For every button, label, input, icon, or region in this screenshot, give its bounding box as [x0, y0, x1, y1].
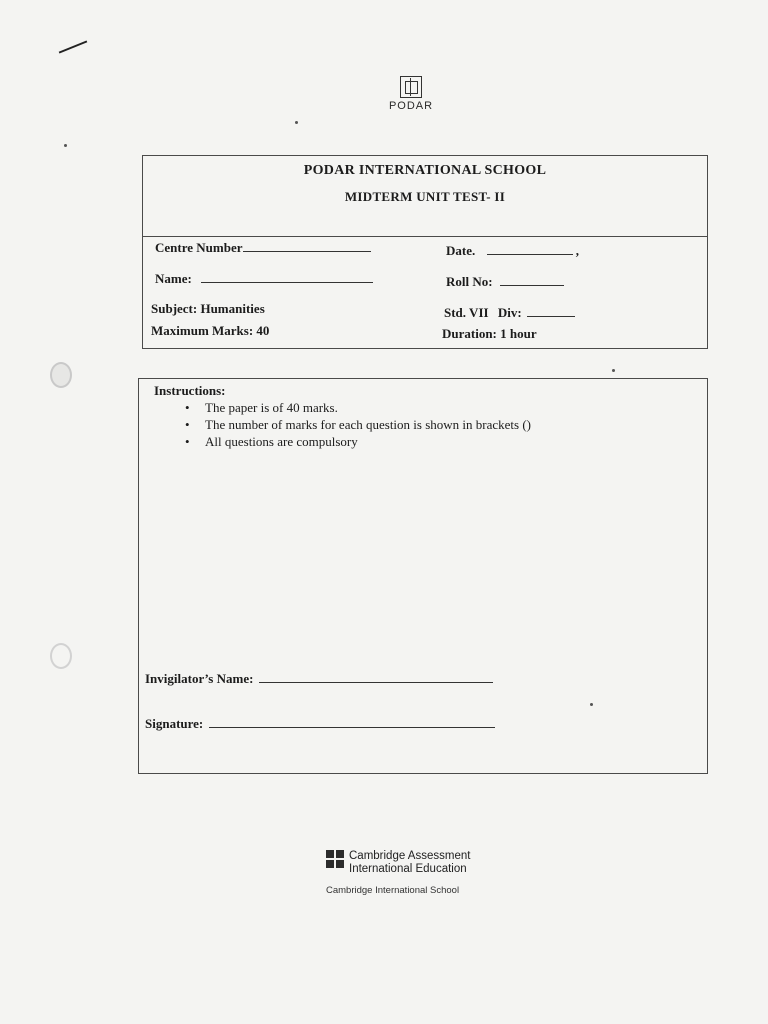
subject-label: Subject: Humanities	[151, 301, 265, 316]
punch-hole	[50, 643, 72, 669]
date-comma: ,	[575, 243, 579, 258]
signature-blank[interactable]	[209, 715, 495, 728]
centre-number-label: Centre Number	[155, 240, 243, 255]
invigilator-name-blank[interactable]	[259, 670, 493, 683]
instructions-title: Instructions:	[154, 383, 226, 398]
podar-logo	[381, 76, 441, 112]
school-name: PODAR INTERNATIONAL SCHOOL	[303, 163, 547, 178]
instruction-item: • The number of marks for each question is shown in brackets ()	[171, 416, 531, 433]
centre-number-field[interactable]	[155, 239, 371, 256]
name-field[interactable]	[155, 270, 373, 287]
cambridge-line-2: International Education	[349, 863, 467, 875]
cambridge-shield-icon	[326, 850, 346, 872]
instructions-box	[138, 378, 708, 774]
div-blank[interactable]	[527, 304, 575, 317]
test-title: MIDTERM UNIT TEST- II	[344, 189, 506, 204]
signature-field[interactable]	[145, 715, 495, 732]
centre-number-blank[interactable]	[243, 239, 371, 252]
roll-no-label: Roll No:	[446, 274, 493, 289]
punch-hole	[50, 362, 72, 388]
date-blank[interactable]	[487, 242, 573, 255]
roll-no-field[interactable]	[446, 273, 564, 290]
podar-logo-text: PODAR	[388, 100, 434, 112]
signature-label: Signature:	[145, 716, 204, 731]
invigilator-name-label: Invigilator’s Name:	[145, 671, 254, 686]
roll-no-blank[interactable]	[500, 273, 564, 286]
speck	[612, 369, 615, 372]
std-label: Std. VII	[444, 305, 489, 320]
max-marks-label: Maximum Marks: 40	[151, 323, 270, 338]
name-label: Name:	[155, 271, 192, 286]
cambridge-school-label: Cambridge International School	[326, 885, 460, 896]
header-divider	[143, 236, 707, 237]
cambridge-line-1: Cambridge Assessment	[349, 850, 471, 862]
podar-emblem-icon	[400, 76, 422, 98]
duration-label: Duration: 1 hour	[442, 326, 537, 341]
date-field[interactable]	[446, 242, 579, 259]
invigilator-name-field[interactable]	[145, 670, 493, 687]
div-label: Div:	[497, 305, 522, 320]
cambridge-logo-text	[349, 850, 470, 876]
instructions-list	[171, 399, 531, 450]
instruction-item: • The paper is of 40 marks.	[171, 399, 531, 416]
pen-mark	[59, 40, 88, 53]
cambridge-logo	[326, 850, 470, 876]
exam-header-box	[142, 155, 708, 349]
date-label: Date.	[446, 243, 476, 258]
speck	[64, 144, 67, 147]
std-div-field[interactable]	[444, 304, 575, 321]
name-blank[interactable]	[201, 270, 373, 283]
speck	[295, 121, 298, 124]
instruction-item: • All questions are compulsory	[171, 433, 531, 450]
